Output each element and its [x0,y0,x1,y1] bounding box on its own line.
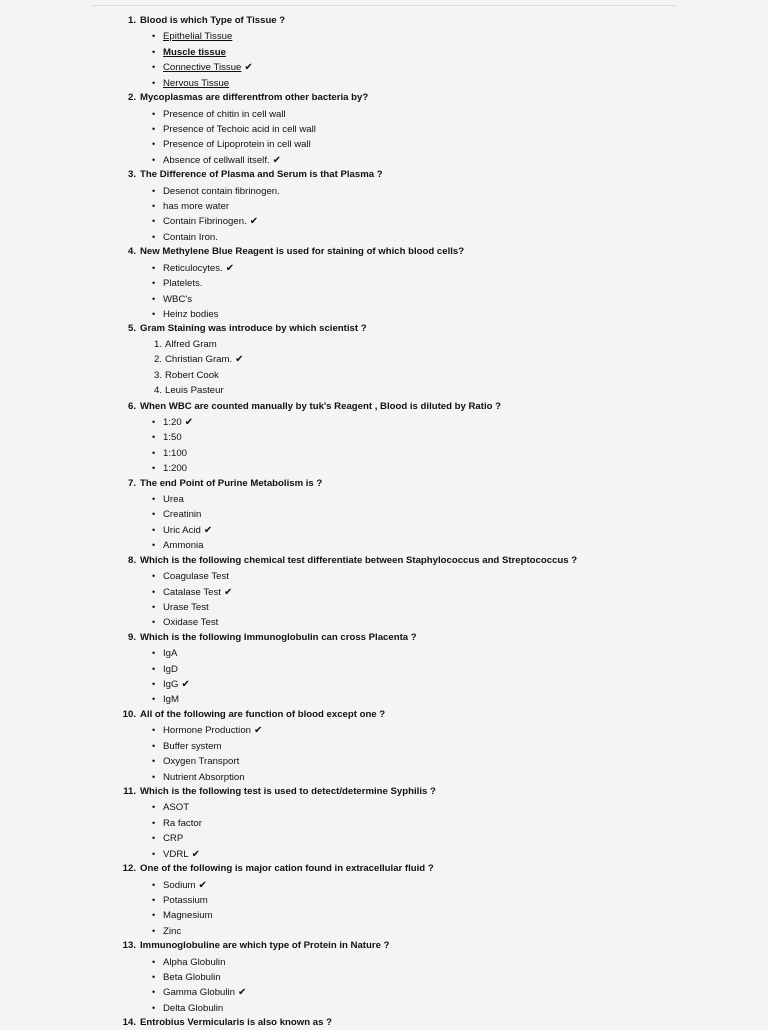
answer-option [152,878,207,892]
checkmark-icon: ✔ [249,216,259,228]
answer-option [152,816,202,830]
option-text: Urea [163,494,184,506]
option-text: Uric Acid [163,524,201,536]
option-text: Catalase Test [163,586,221,598]
option-text: 1:20 [163,416,182,428]
question-7 [0,477,322,491]
question-text: Blood is which Type of Tissue ? [140,15,286,26]
answer-option [152,230,218,244]
bullet-icon: • [152,802,156,813]
question-text: When WBC are counted manually by tuk's Reagent , Blood is diluted by Ratio ? [140,400,502,412]
checkmark-icon: ✔ [254,725,263,737]
option-text: 1:50 [163,432,182,444]
question-text: Entrobius Vermicularis is also known as ? [140,1017,332,1029]
question-text: Gram Staining was introduce by which scientist ? [140,323,367,335]
answer-option [150,384,224,398]
bullet-icon: • [152,894,156,905]
answer-option [152,800,189,814]
option-text: Buffer system [163,740,222,752]
answer-option [152,307,218,321]
bullet-icon: • [152,740,156,751]
bullet-icon: • [152,231,156,242]
option-text: IgA [163,648,178,660]
answer-option [152,723,262,737]
option-text: Heinz bodies [163,308,219,320]
bullet-icon: • [152,46,156,57]
bullet-icon: • [152,216,156,227]
option-text: Urase Test [163,601,209,613]
option-text: Platelets. [163,278,203,290]
option-text: Muscle tissue [163,46,226,58]
option-text: 1:100 [163,447,188,459]
option-text: Potassium [163,894,208,906]
question-6 [0,400,501,414]
option-text: CRP [163,833,184,845]
bullet-icon: • [152,833,156,844]
answer-option [152,276,202,290]
option-text: Desenot contain fibrinogen. [163,185,280,197]
question-number: 8. [127,554,136,566]
option-number: 1. [153,338,162,350]
answer-option [152,770,245,784]
option-text: IgM [163,694,179,706]
question-number: 4. [127,246,136,258]
answer-option [152,461,187,475]
answer-option [152,677,190,691]
bullet-icon: • [152,879,156,890]
bullet-icon: • [152,848,156,859]
question-2 [0,91,368,105]
question-text: One of the following is major cation found in extracellular fluid ? [140,863,434,875]
option-text: Ra factor [163,817,202,829]
checkmark-icon: ✔ [237,987,247,999]
checkmark-icon: ✔ [244,62,253,74]
answer-option [152,446,187,460]
bullet-icon: • [152,648,156,659]
question-number: 5. [127,323,136,335]
option-text: Presence of Lipoprotein in cell wall [163,139,311,151]
bullet-icon: • [152,139,156,150]
question-number: 12. [122,863,136,875]
answer-option [152,585,232,599]
top-divider [92,5,676,6]
option-text: Nutrient Absorption [163,771,245,783]
option-text: Sodium [163,879,196,891]
bullet-icon: • [152,278,156,289]
question-text: New Methylene Blue Reagent is used for staining of which blood cells? [140,246,465,258]
answer-option [152,692,179,706]
bullet-icon: • [152,494,156,505]
bullet-icon: • [152,925,156,936]
bullet-icon: • [152,293,156,304]
option-text: Oxygen Transport [163,756,240,768]
question-text: Which is the following Immunoglobulin can cross Placenta ? [140,631,417,643]
bullet-icon: • [152,679,156,690]
answer-option [152,137,311,151]
option-text: has more water [163,201,230,213]
option-text: Nervous Tissue [163,77,230,89]
bullet-icon: • [152,108,156,119]
question-number: 7. [127,477,136,489]
bullet-icon: • [152,62,156,73]
bullet-icon: • [152,432,156,443]
answer-option [152,955,225,969]
bullet-icon: • [152,524,156,535]
bullet-icon: • [152,586,156,597]
bullet-icon: • [152,262,156,273]
option-text: Hormone Production [163,725,251,737]
bullet-icon: • [152,601,156,612]
checkmark-icon: ✔ [272,154,282,166]
answer-option [152,615,218,629]
checkmark-icon: ✔ [198,879,207,891]
option-text: 1:200 [163,463,188,475]
option-text: Zinc [163,925,182,937]
answer-option [152,415,193,429]
option-number: 3. [153,369,162,381]
option-text: Robert Cook [165,369,219,381]
bullet-icon: • [152,308,156,319]
option-text: Presence of chitin in cell wall [163,108,286,120]
question-text: Immunoglobuline are which type of Protein in Nature ? [140,940,390,952]
question-number: 2. [127,92,136,104]
bullet-icon: • [152,123,156,134]
option-text: Epithelial Tissue [163,31,233,43]
option-text: Leuis Pasteur [165,385,224,397]
answer-option [150,353,244,367]
answer-option [152,153,281,167]
bullet-icon: • [152,1002,156,1013]
option-text: Creatinin [163,509,202,521]
answer-option [150,338,217,352]
question-1 [0,14,285,28]
answer-option [152,107,286,121]
checkmark-icon: ✔ [235,354,244,366]
bullet-icon: • [152,987,156,998]
answer-option [152,1001,223,1015]
answer-option [152,430,182,444]
bullet-icon: • [152,910,156,921]
bullet-icon: • [152,463,156,474]
bullet-icon: • [152,447,156,458]
question-10 [0,708,385,722]
bullet-icon: • [152,77,156,88]
bullet-icon: • [152,509,156,520]
bullet-icon: • [152,956,156,967]
answer-option [152,45,226,59]
answer-option [152,985,246,999]
option-number: 2. [153,354,162,366]
answer-option [152,199,229,213]
question-8 [0,554,577,568]
option-text: Beta Globulin [163,972,221,984]
checkmark-icon: ✔ [223,586,233,598]
option-text: IgG [163,679,179,691]
bullet-icon: • [152,540,156,551]
answer-option [152,29,232,43]
answer-option [152,292,192,306]
question-number: 3. [127,169,136,181]
checkmark-icon: ✔ [225,262,235,274]
question-4 [0,245,464,259]
question-13 [0,939,389,953]
answer-option [152,214,258,228]
answer-option [152,831,183,845]
question-number: 11. [123,786,136,797]
answer-option [152,908,213,922]
bullet-icon: • [152,817,156,828]
option-text: Coagulase Test [163,571,229,583]
question-text: Which is the following test is used to detect/determine Syphilis ? [140,786,436,797]
option-text: Alpha Globulin [163,956,226,968]
option-text: Alfred Gram [165,338,217,350]
answer-option [152,739,221,753]
question-text: The Difference of Plasma and Serum is that Plasma ? [140,169,383,181]
question-number: 1. [127,15,136,26]
option-text: Connective Tissue [163,62,242,74]
bullet-icon: • [152,185,156,196]
answer-option [152,76,229,90]
question-number: 10. [122,708,136,720]
bullet-icon: • [152,416,156,427]
option-text: ASOT [163,802,190,814]
option-text: Ammonia [163,540,204,552]
answer-option [152,970,221,984]
option-text: Magnesium [163,910,213,922]
bullet-icon: • [152,201,156,212]
option-text: Delta Globulin [163,1002,224,1014]
option-text: Oxidase Test [163,617,219,629]
option-text: Absence of cellwall itself. [163,154,270,166]
answer-option [152,924,181,938]
question-number: 14. [122,1017,136,1029]
checkmark-icon: ✔ [181,679,190,691]
question-number: 9. [127,631,136,643]
checkmark-icon: ✔ [203,524,213,536]
checkmark-icon: ✔ [191,848,200,860]
bullet-icon: • [152,694,156,705]
option-text: Christian Gram. [165,354,233,366]
bullet-icon: • [152,663,156,674]
answer-option [152,893,208,907]
question-text: All of the following are function of blood except one ? [140,708,386,720]
bullet-icon: • [152,154,156,165]
question-5 [0,322,367,336]
answer-option [152,662,178,676]
bullet-icon: • [152,617,156,628]
bullet-icon: • [152,972,156,983]
answer-option [152,60,253,74]
bullet-icon: • [152,756,156,767]
question-number: 13. [122,940,136,952]
answer-option [152,646,177,660]
answer-option [152,122,316,136]
question-text: Mycoplasmas are differentfrom other bacteria by? [140,92,369,104]
question-number: 6. [127,400,136,412]
question-12 [0,862,434,876]
answer-option [152,538,204,552]
bullet-icon: • [152,31,156,42]
bullet-icon: • [152,725,156,736]
checkmark-icon: ✔ [184,416,194,428]
question-14 [0,1016,332,1030]
option-text: Contain Iron. [163,231,218,243]
answer-option [152,523,212,537]
question-text: Which is the following chemical test differentiate between Staphylococcus and Streptococcus ? [140,554,578,566]
answer-option [152,184,280,198]
question-text: The end Point of Purine Metabolism is ? [140,477,323,489]
option-text: Gamma Globulin [163,987,235,999]
option-number: 4. [153,385,162,397]
answer-option [152,507,201,521]
answer-option [150,369,219,383]
answer-option [152,600,209,614]
answer-option [152,261,234,275]
bullet-icon: • [152,571,156,582]
question-11 [0,785,436,799]
option-text: VDRL [163,848,189,860]
option-text: WBC's [163,293,193,305]
answer-option [152,754,239,768]
option-text: Contain Fibrinogen. [163,216,247,228]
option-text: Reticulocytes. [163,262,223,274]
option-text: Presence of Techoic acid in cell wall [163,123,316,135]
answer-option [152,569,229,583]
question-9 [0,631,417,645]
answer-option [152,492,184,506]
option-text: IgD [163,663,178,675]
question-3 [0,168,383,182]
answer-option [152,847,200,861]
bullet-icon: • [152,771,156,782]
